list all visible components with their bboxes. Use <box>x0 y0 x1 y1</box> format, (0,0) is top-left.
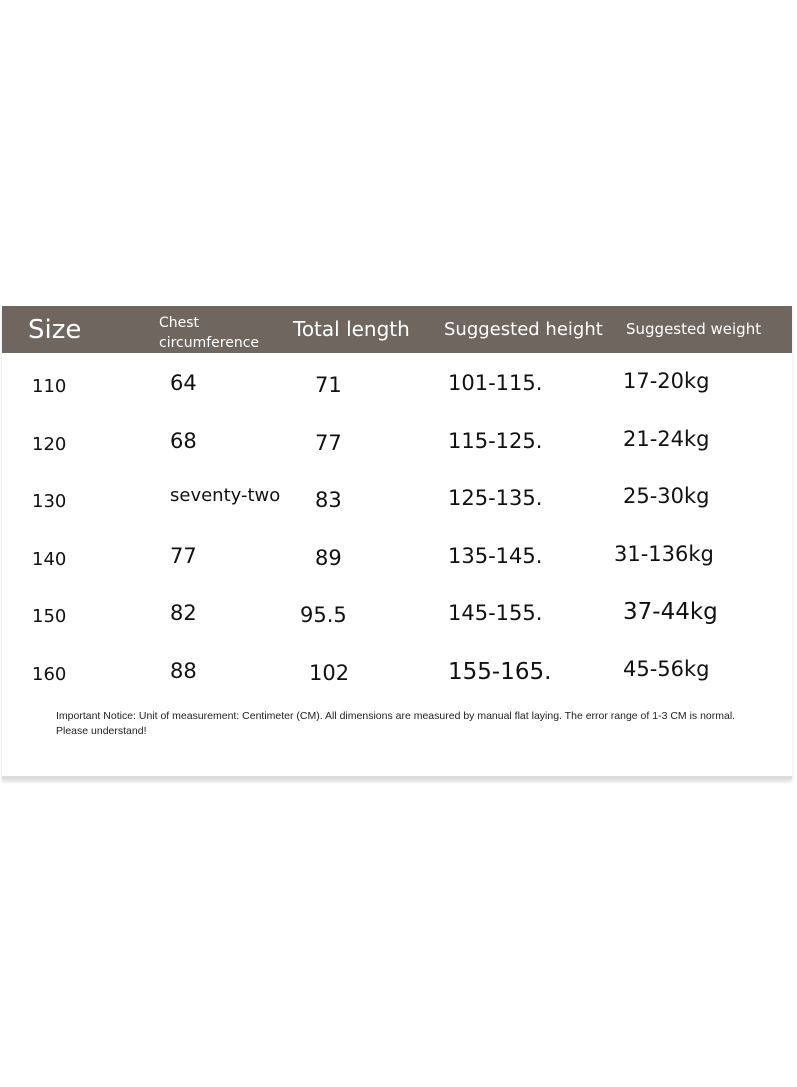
cell-total-length: 71 <box>315 373 342 397</box>
cell-size: 150 <box>32 606 67 627</box>
header-suggested-height: Suggested height <box>444 319 603 340</box>
cell-suggested-height: 115-125. <box>448 429 543 453</box>
cell-suggested-weight: 45-56kg <box>623 657 710 681</box>
cell-suggested-weight: 17-20kg <box>623 369 710 393</box>
cell-suggested-height: 155-165. <box>448 659 552 685</box>
cell-total-length: 83 <box>315 488 342 512</box>
cell-size: 120 <box>32 434 67 455</box>
cell-suggested-height: 101-115. <box>448 371 543 395</box>
header-chest-circumference: Chest circumference <box>159 315 260 351</box>
cell-total-length: 102 <box>309 661 350 685</box>
table-row <box>2 541 792 581</box>
cell-suggested-height: 125-135. <box>448 486 543 510</box>
table-row <box>2 656 792 696</box>
header-size: Size <box>28 315 82 345</box>
size-chart-table <box>2 306 792 779</box>
table-row <box>2 368 792 408</box>
cell-chest: 77 <box>170 544 197 568</box>
cell-suggested-height: 135-145. <box>448 544 543 568</box>
cell-size: 140 <box>32 549 67 570</box>
header-total-length: Total length <box>293 317 410 341</box>
cell-size: 160 <box>32 664 67 685</box>
table-row <box>2 426 792 466</box>
cell-total-length: 95.5 <box>300 603 347 627</box>
cell-size: 110 <box>32 376 67 397</box>
header-suggested-weight: Suggested weight <box>626 320 762 338</box>
cell-suggested-weight: 31-136kg <box>614 542 714 566</box>
cell-suggested-weight: 21-24kg <box>623 427 710 451</box>
measurement-notice: Important Notice: Unit of measurement: Centimeter (CM). All dimensions are measured by manual flat laying. The error range of 1-3 CM is normal. Please understand! <box>56 710 736 737</box>
cell-chest: 64 <box>170 371 197 395</box>
cell-size: 130 <box>32 491 67 512</box>
table-header <box>2 306 792 353</box>
cell-chest: seventy-two <box>170 485 281 506</box>
cell-total-length: 77 <box>315 431 342 455</box>
cell-total-length: 89 <box>315 546 342 570</box>
cell-chest: 88 <box>170 659 197 683</box>
cell-chest: 82 <box>170 601 197 625</box>
table-row <box>2 483 792 523</box>
table-row <box>2 598 792 638</box>
cell-suggested-weight: 37-44kg <box>623 599 718 625</box>
cell-suggested-height: 145-155. <box>448 601 543 625</box>
cell-chest: 68 <box>170 429 197 453</box>
cell-suggested-weight: 25-30kg <box>623 484 710 508</box>
